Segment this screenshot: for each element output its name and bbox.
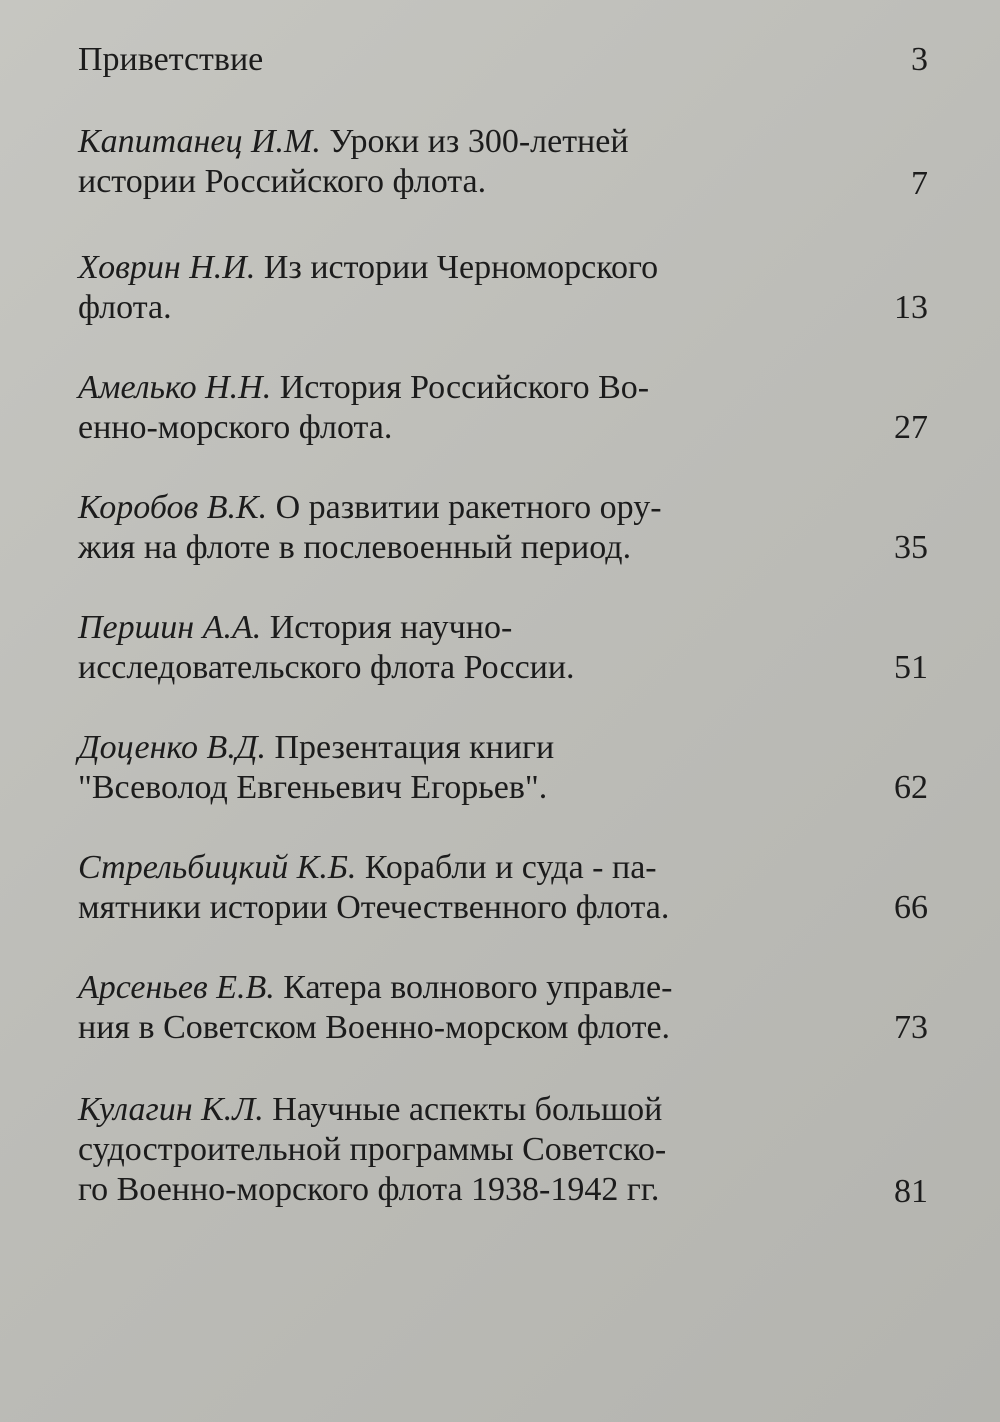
toc-entry — [78, 40, 928, 80]
toc-title-line — [78, 122, 758, 162]
toc-page-number: 73 — [894, 1009, 928, 1046]
toc-title-line — [78, 848, 758, 888]
toc-entry — [78, 1090, 928, 1210]
toc-title-line: енно-морского флота. — [78, 409, 393, 446]
toc-title-line — [78, 248, 758, 288]
toc-entry-text — [78, 248, 758, 328]
toc-author: Доценко В.Д. — [78, 729, 266, 766]
toc-page-number: 51 — [894, 649, 928, 686]
toc-page-number: 81 — [894, 1173, 928, 1210]
toc-title-line: Приветствие — [78, 41, 264, 78]
toc-author: Коробов В.К. — [78, 489, 268, 526]
toc-entry-text — [78, 40, 758, 80]
toc-author: Першин А.А. — [78, 609, 262, 646]
toc-author: Арсеньев Е.В. — [78, 969, 275, 1006]
toc-title-part: Научные аспекты большой — [272, 1091, 663, 1128]
toc-entry — [78, 848, 928, 928]
toc-page-number: 13 — [894, 289, 928, 326]
toc-entry-text — [78, 122, 758, 202]
toc-title-line — [78, 1090, 758, 1130]
toc-page-number: 35 — [894, 529, 928, 566]
toc-entry — [78, 368, 928, 448]
toc-title-line — [78, 368, 758, 408]
toc-entry-text — [78, 848, 758, 928]
toc-title-line: истории Российского флота. — [78, 163, 487, 200]
toc-entry — [78, 728, 928, 808]
toc-entry — [78, 122, 928, 202]
toc-author: Капитанец И.М. — [78, 123, 321, 160]
toc-title-part: Презентация книги — [274, 729, 555, 766]
toc-title-line: жия на флоте в послевоенный период. — [78, 529, 632, 566]
toc-entry-text — [78, 608, 758, 688]
toc-page-number: 7 — [911, 165, 928, 202]
toc-entry-text — [78, 1090, 758, 1210]
toc-title-line: судостроительной программы Советско- — [78, 1131, 667, 1168]
toc-page-number: 66 — [894, 889, 928, 926]
toc-entry — [78, 608, 928, 688]
toc-title-line: ния в Советском Военно-морском флоте. — [78, 1009, 671, 1046]
toc-author: Кулагин К.Л. — [78, 1091, 264, 1128]
toc-title-part: О развитии ракетного ору- — [275, 489, 662, 526]
toc-title-part: Корабли и суда - па- — [364, 849, 657, 886]
toc-title-line: го Военно-морского флота 1938-1942 гг. — [78, 1171, 660, 1208]
toc-title-part: История Российского Во- — [279, 369, 650, 406]
toc-entry — [78, 488, 928, 568]
toc-title-part: Уроки из 300-летней — [329, 123, 629, 160]
toc-title-line — [78, 488, 758, 528]
toc-title-line — [78, 968, 758, 1008]
toc-title-line — [78, 728, 758, 768]
toc-author: Стрельбицкий К.Б. — [78, 849, 357, 886]
toc-title-line: флота. — [78, 289, 172, 326]
toc-entry-text — [78, 368, 758, 448]
toc-title-line: мятники истории Отечественного флота. — [78, 889, 670, 926]
toc-author: Ховрин Н.И. — [78, 249, 256, 286]
toc-title-part: Из истории Черноморского — [263, 249, 659, 286]
toc-author: Амелько Н.Н. — [78, 369, 272, 406]
toc-page-number: 62 — [894, 769, 928, 806]
toc-title-line: "Всеволод Евгеньевич Егорьев". — [78, 769, 548, 806]
toc-page-number: 3 — [911, 41, 928, 78]
toc-entry — [78, 968, 928, 1048]
toc-entry-text — [78, 488, 758, 568]
toc-title-line: исследовательского флота России. — [78, 649, 575, 686]
toc-title-part: История научно- — [269, 609, 513, 646]
toc-title-part: Катера волнового управле- — [283, 969, 673, 1006]
toc-entry — [78, 248, 928, 328]
toc-entry-text — [78, 968, 758, 1048]
toc-entry-text — [78, 728, 758, 808]
toc-page-number: 27 — [894, 409, 928, 446]
toc-title-line — [78, 608, 758, 648]
